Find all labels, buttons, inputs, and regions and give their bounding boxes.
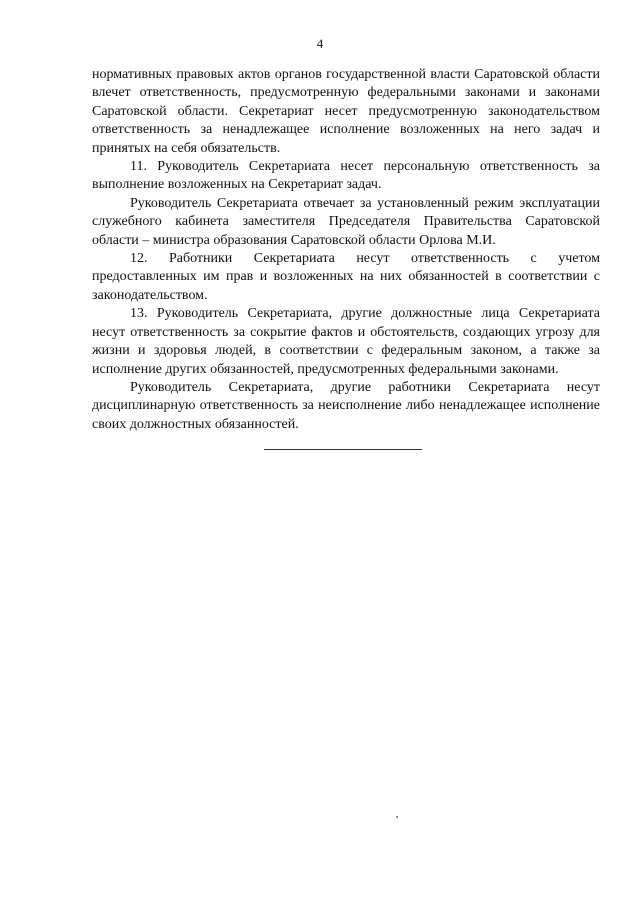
paragraph-disciplinary: Руководитель Секретариата, другие работники Секретариата несут дисциплинарную ответственность за неисполнение либо ненадлежащее исполнение своих должностных обязанностей. <box>92 379 600 432</box>
paragraph-11-office: Руководитель Секретариата отвечает за установленный режим эксплуатации служебного кабинета заместителя Председателя Правительства Саратовской области – министра образования Саратовской области Орлова М.И. <box>92 195 600 248</box>
scan-speck <box>396 816 398 818</box>
paragraph-11: 11. Руководитель Секретариата несет персональную ответственность за выполнение возложенных на Секретариат задач. <box>92 159 600 193</box>
closing-divider-line <box>264 449 422 450</box>
paragraph-13: 13. Руководитель Секретариата, другие должностные лица Секретариата несут ответственность за сокрытие фактов и обстоятельств, создающих угрозу для жизни и здоровья людей, в соответствии с федеральным законом, а также за исполнение других обязанностей, предусмотренных федеральными законами. <box>92 306 600 377</box>
document-body <box>92 66 600 434</box>
page-number: 4 <box>316 36 324 51</box>
paragraph-continuation: нормативных правовых актов органов государственной власти Саратовской области влечет ответственность, предусмотренную федеральными законами и законами Саратовской области. Секретариат несет предусмотренную законодательством ответственность за ненадлежащее исполнение возложенных на него задач и принятых на себя обязательств. <box>92 67 600 156</box>
paragraph-12: 12. Работники Секретариата несут ответственность с учетом предоставленных им прав и возложенных на них обязанностей в соответствии с законодательством. <box>92 251 600 303</box>
